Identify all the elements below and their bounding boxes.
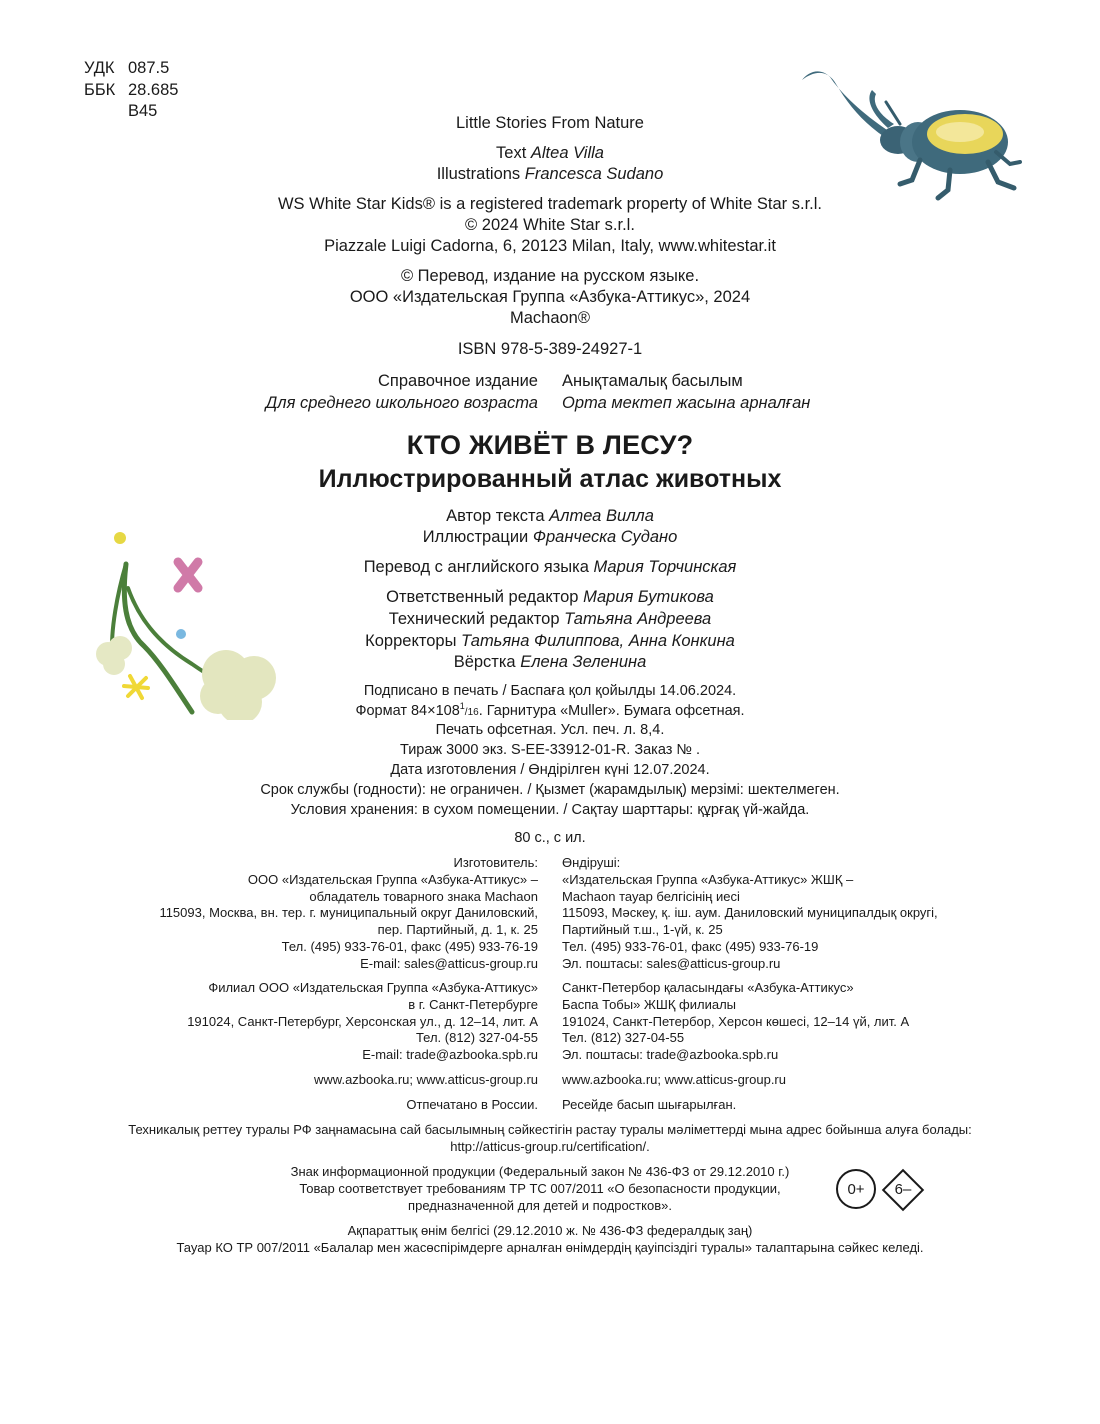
edition-type-ru: Справочное издание <box>378 372 538 390</box>
age-rating-diamond-label: 6– <box>894 1181 912 1198</box>
printed-in-kz: Ресейде басып шығарылған. <box>562 1097 737 1112</box>
printed-in-ru: Отпечатано в России. <box>406 1097 538 1112</box>
bbk-value: 28.685 <box>128 80 179 99</box>
publisher-name: ООО «Издательская Группа «Азбука-Аттикус», 2024 <box>349 288 751 306</box>
illustrations-label: Illustrations <box>436 165 521 183</box>
imprint-name: Machaon® <box>509 309 591 327</box>
age-group-ru: Для среднего школьного возраста <box>265 394 538 412</box>
publisher-address: Piazzale Luigi Cadorna, 6, 20123 Milan, Italy, www.whitestar.it <box>324 237 776 255</box>
kz-info-sign: Ақпараттық өнім белгісі (29.12.2010 ж. № 436-ФЗ федералдық заң) <box>347 1223 753 1238</box>
print-method: Печать офсетная. Усл. печ. л. 8,4. <box>435 722 665 738</box>
book-title: КТО ЖИВЁТ В ЛЕСУ? <box>406 430 694 460</box>
credit-line: Корректоры Татьяна Филиппова, Анна Конкина <box>365 632 735 650</box>
translation-rights: © Перевод, издание на русском языке. <box>400 267 700 285</box>
info-sign-text: Знак информационной продукции (Федеральный закон № 436-ФЗ от 29.12.2010 г.) Товар соответствует требованиям ТР ТС 007/2011 «О безопасности продукции, предназначенной для детей и подростков». <box>290 1164 790 1213</box>
series-title: Little Stories From Nature <box>456 114 644 132</box>
credit-line: Иллюстрации Франческа Судано <box>422 528 678 546</box>
text-credit <box>0 143 1100 164</box>
certification-url: http://atticus-group.ru/certification/. <box>450 1139 650 1154</box>
credit-line: Технический редактор Татьяна Андреева <box>388 610 712 628</box>
author-code: В45 <box>128 102 158 120</box>
illustrations-credit <box>0 164 1100 185</box>
copyright-line: © 2024 White Star s.r.l. <box>465 216 635 234</box>
illustrator-name: Francesca Sudano <box>524 165 664 183</box>
print-signed: Подписано в печать / Баспаға қол қойылды 14.06.2024. <box>363 683 737 699</box>
credit-line: Автор текста Алтеа Вилла <box>446 507 654 525</box>
kz-safety-compliance: Тауар КО ТР 007/2011 «Балалар мен жасөспірімдерге арналған өнімдердің қауіпсіздігі туралы» талаптарына сәйкес келеді. <box>176 1240 924 1255</box>
print-run: Тираж 3000 экз. S-EE-33912-01-R. Заказ № . <box>399 742 701 758</box>
age-rating-circle: 0+ <box>836 1169 876 1209</box>
branch-kz: Санкт-Петербор қаласындағы «Азбука-Аттикус» Баспа Тобы» ЖШҚ филиалы 191024, Санкт-Петербор, Херсон көшесі, 12–14 үй, лит. А Тел. (812) 327-04-55 Эл. поштасы: trade@azbooka.spb.ru <box>562 980 910 1063</box>
isbn: ISBN 978-5-389-24927-1 <box>457 340 643 358</box>
websites-kz: www.azbooka.ru; www.atticus-group.ru <box>562 1072 786 1087</box>
credit-line: Вёрстка Елена Зеленина <box>453 653 647 671</box>
manufacturer-ru: Изготовитель: ООО «Издательская Группа «Азбука-Аттикус» – обладатель товарного знака Machaon 115093, Москва, вн. тер. г. муниципальный округ Даниловский, пер. Партийный, д. 1, к. 25 Тел. (495) 933-76-01, факс (495) 933-76-19 E-mail: sales@atticus-group.ru <box>159 855 538 971</box>
bbk-label: ББК <box>84 80 116 99</box>
page-count: 80 с., с ил. <box>514 830 586 846</box>
udk-value: 087.5 <box>128 59 170 77</box>
manufacturer-kz: Өндіруші: «Издательская Группа «Азбука-Аттикус» ЖШҚ – Machaon тауар белгісінің иесі 115093, Мәскеу, қ. іш. аум. Даниловский муниципалдық округі, Партийный т.ш., 1-үй, к. 25 Тел. (495) 933-76-01, факс (495) 933-76-19 Эл. поштасы: sales@atticus-group.ru <box>562 855 938 971</box>
text-label: Text <box>496 144 527 162</box>
edition-type-kz: Анықтамалық басылым <box>562 372 743 390</box>
branch-ru: Филиал ООО «Издательская Группа «Азбука-Аттикус» в г. Санкт-Петербурге 191024, Санкт-Петербург, Херсонская ул., д. 12–14, лит. А Тел. (812) 327-04-55 E-mail: trade@azbooka.spb.ru <box>187 980 538 1063</box>
credit-line: Ответственный редактор Мария Бутикова <box>386 588 714 606</box>
trademark-line: WS White Star Kids® is a registered trademark property of White Star s.r.l. <box>277 195 822 213</box>
certification-text: Техникалық реттеу туралы РФ заңнамасына сай басылымның сәйкестігін растау туралы мәліметтерді мына адрес бойынша алуға болады: <box>128 1122 972 1137</box>
storage-conditions: Условия хранения: в сухом помещении. / Сақтау шарттары: құрғақ үй-жайда. <box>290 802 810 818</box>
credit-line: Перевод с английского языка Мария Торчинская <box>363 558 737 576</box>
text-author: Altea Villa <box>530 144 604 162</box>
service-life: Срок службы (годности): не ограничен. / Қызмет (жарамдылық) мерзімі: шектелмеген. <box>260 782 840 798</box>
print-format: Формат $84\times 108^1/16$. Гарнитура «Muller». Бумага офсетная. <box>355 701 745 719</box>
websites-ru: www.azbooka.ru; www.atticus-group.ru <box>314 1072 538 1087</box>
manufacture-date: Дата изготовления / Өндірілген күні 12.07.2024. <box>390 762 710 778</box>
book-subtitle: Иллюстрированный атлас животных <box>318 465 782 493</box>
udk-label: УДК <box>84 59 115 77</box>
age-group-kz: Орта мектеп жасына арналған <box>562 394 811 412</box>
